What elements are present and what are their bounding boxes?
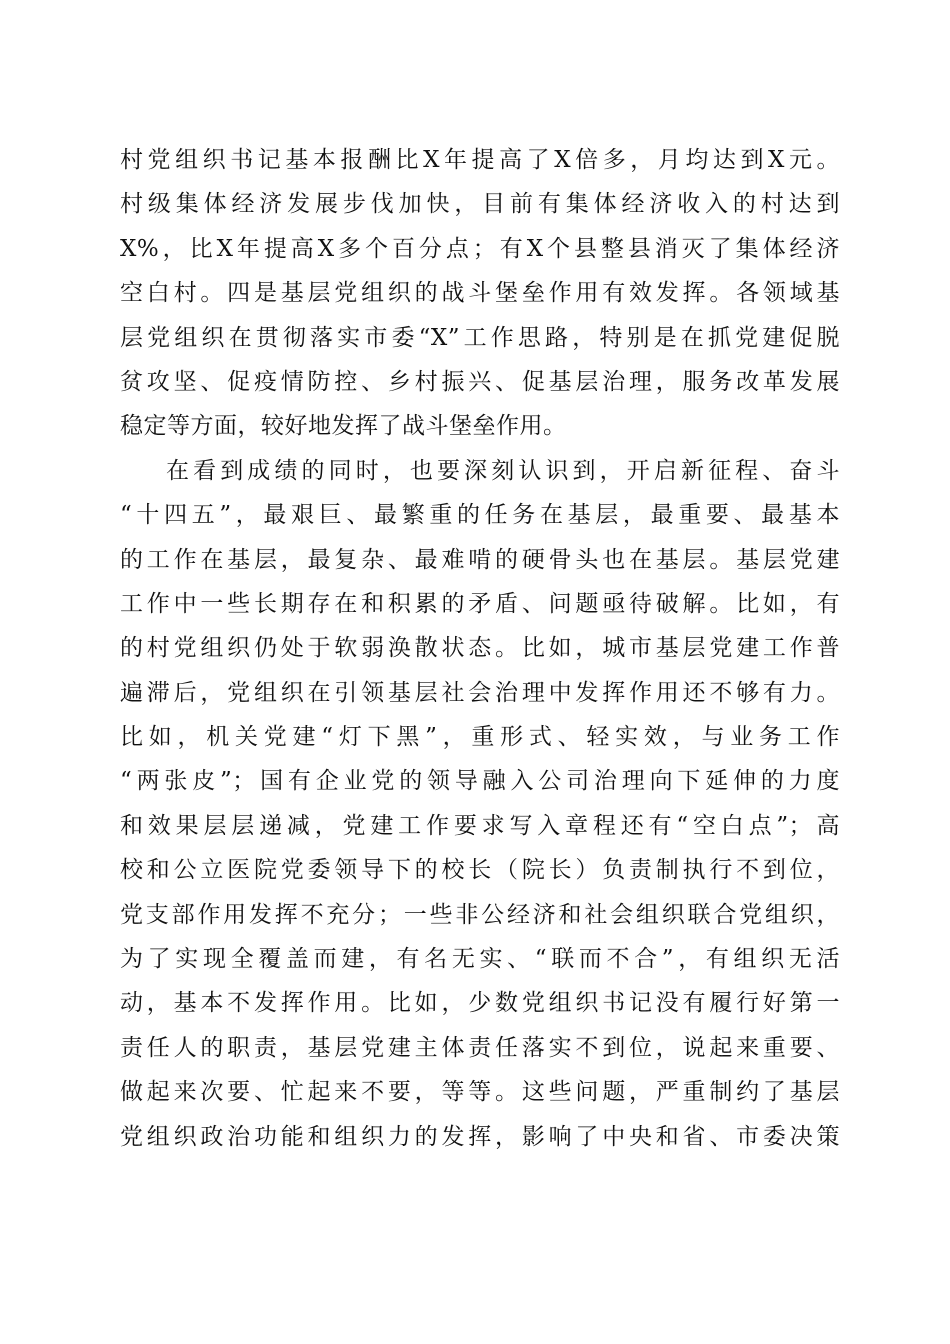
text-line: 的工作在基层，最复杂、最难啃的硬骨头也在基层。基层党建 <box>120 546 840 573</box>
text-line: 做起来次要、忙起来不要，等等。这些问题，严重制约了基层 <box>120 1079 840 1106</box>
text-line: 村级集体经济发展步伐加快，目前有集体经济收入的村达到 <box>120 191 840 218</box>
text-line: “两张皮”；国有企业党的领导融入公司治理向下延伸的力度 <box>120 768 840 795</box>
text-line: 校和公立医院党委领导下的校长（院长）负责制执行不到位， <box>120 857 840 884</box>
text-line: 党支部作用发挥不充分；一些非公经济和社会组织联合党组织， <box>120 901 840 928</box>
text-line: 责任人的职责，基层党建主体责任落实不到位，说起来重要、 <box>120 1034 840 1061</box>
text-line: 村党组织书记基本报酬比X年提高了X倍多，月均达到X元。 <box>120 147 840 173</box>
text-line: 和效果层层递减，党建工作要求写入章程还有“空白点”；高 <box>120 812 840 839</box>
text-line: 工作中一些长期存在和积累的矛盾、问题亟待破解。比如，有 <box>120 590 840 617</box>
paragraph-start-line: 在看到成绩的同时，也要深刻认识到，开启新征程、奋斗 <box>166 457 840 484</box>
text-line: 党组织政治功能和组织力的发挥，影响了中央和省、市委决策 <box>120 1123 840 1150</box>
text-line: 为了实现全覆盖而建，有名无实、“联而不合”，有组织无活 <box>120 946 840 973</box>
text-line: X%，比X年提高X多个百分点；有X个县整县消灭了集体经济 <box>120 235 840 262</box>
text-line: 空白村。四是基层党组织的战斗堡垒作用有效发挥。各领域基 <box>120 280 840 307</box>
text-line: 动，基本不发挥作用。比如，少数党组织书记没有履行好第一 <box>120 990 840 1017</box>
text-line: 层党组织在贯彻落实市委“X”工作思路，特别是在抓党建促脱 <box>120 324 840 351</box>
body-text <box>120 138 840 1159</box>
text-line: “十四五”，最艰巨、最繁重的任务在基层，最重要、最基本 <box>120 502 840 529</box>
paragraph-end-line: 稳定等方面，较好地发挥了战斗堡垒作用。 <box>120 413 567 440</box>
text-line: 遍滞后，党组织在引领基层社会治理中发挥作用还不够有力。 <box>120 679 840 706</box>
text-line: 贫攻坚、促疫情防控、乡村振兴、促基层治理，服务改革发展 <box>120 368 840 395</box>
text-line: 的村党组织仍处于软弱涣散状态。比如，城市基层党建工作普 <box>120 635 840 662</box>
text-line: 比如，机关党建“灯下黑”，重形式、轻实效，与业务工作 <box>120 724 840 751</box>
